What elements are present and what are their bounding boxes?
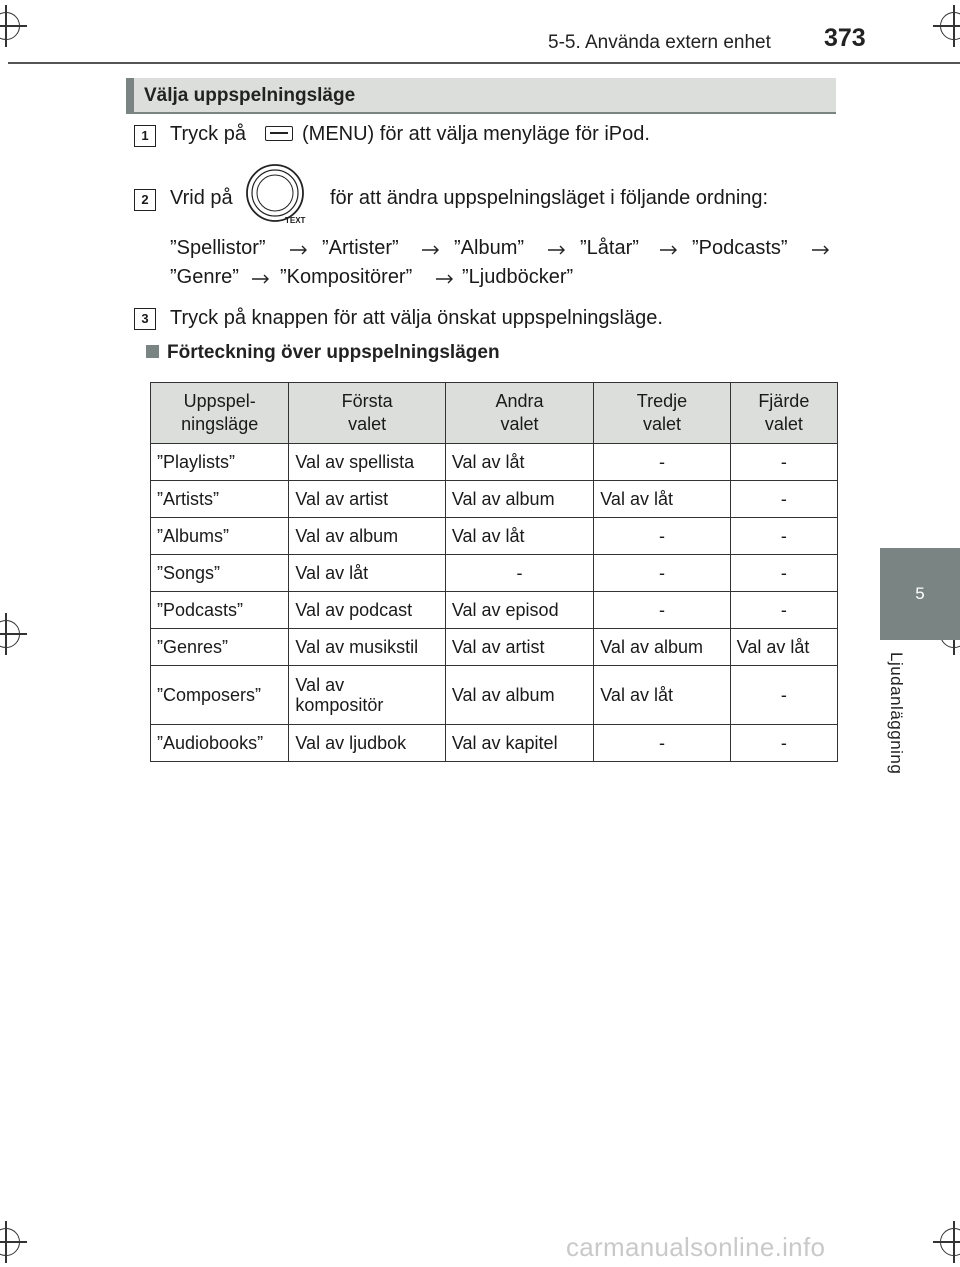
step-3-text: Tryck på knappen för att välja önskat uppspelningsläge. [170,307,663,329]
arrow-right-icon [548,245,566,255]
arrow-right-icon [436,274,454,284]
sequence-item: ”Låtar” [580,237,639,259]
table-cell: Val av episod [445,592,593,629]
table-cell: ”Playlists” [151,444,289,481]
sequence-item: ”Ljudböcker” [462,266,574,288]
table-row [151,444,838,481]
sequence-item: ”Podcasts” [692,237,788,259]
section-header-bar [126,78,134,112]
table-cell: Val av artist [289,481,445,518]
arrow-right-icon [812,245,830,255]
table-header-cell: Fjärde valet [730,383,837,444]
arrow-right-icon [252,274,270,284]
table-row [151,518,838,555]
sequence-item: ”Album” [454,237,525,259]
crop-mark-icon [0,1228,20,1256]
crop-mark-icon [940,1228,960,1256]
table-header-cell: Tredje valet [594,383,730,444]
playback-mode-table [150,382,838,762]
sequence-item: ”Kompositörer” [280,266,413,288]
table-cell: Val av låt [445,518,593,555]
table-header-cell: Andra valet [445,383,593,444]
table-cell: - [594,725,730,762]
table-cell: ”Audiobooks” [151,725,289,762]
subsection-title-text: Förteckning över uppspelningslägen [167,342,500,363]
table-cell: - [730,518,837,555]
step-2-text-before: Vrid på [170,187,233,209]
table-cell: Val av album [594,629,730,666]
table-cell: ”Genres” [151,629,289,666]
section-rule [126,112,836,114]
arrow-right-icon [290,245,308,255]
step-2-text-after: för att ändra uppspelningsläget i följande ordning: [330,187,769,209]
sequence-item: ”Artister” [322,237,399,259]
table-cell: - [445,555,593,592]
table-cell: - [594,444,730,481]
arrow-right-icon [422,245,440,255]
table-cell: Val av låt [445,444,593,481]
table-cell: ”Podcasts” [151,592,289,629]
table-cell: Val av album [445,666,593,725]
page-number: 373 [824,24,866,52]
section-title: Välja uppspelningsläge [144,85,356,106]
table-cell: Val av album [289,518,445,555]
table-row [151,666,838,725]
sequence-item: ”Genre” [170,266,239,288]
step-number-2: 2 [134,189,156,211]
header-rule [8,62,960,64]
watermark: carmanualsonline.info [566,1232,826,1262]
table-cell: Val av album [445,481,593,518]
crop-mark-icon [940,12,960,40]
table-cell: - [730,725,837,762]
crop-mark-icon [0,620,20,648]
step-1-text-after: (MENU) för att välja menyläge för iPod. [302,123,650,145]
table-cell: - [730,481,837,518]
table-cell: Val av ljudbok [289,725,445,762]
arrow-right-icon [660,245,678,255]
crop-mark-icon [0,12,20,40]
table-cell: - [594,555,730,592]
table-cell: - [594,592,730,629]
table-cell: ”Albums” [151,518,289,555]
chapter-label: Ljudanläggning [887,652,906,775]
table-cell: - [730,444,837,481]
table-cell: Val av podcast [289,592,445,629]
table-cell: - [730,666,837,725]
bullet-square-icon [146,345,159,358]
table-row [151,592,838,629]
section-header [126,78,836,112]
table-cell: Val av spellista [289,444,445,481]
subsection-title [146,342,500,364]
table-cell: ”Artists” [151,481,289,518]
table-row [151,725,838,762]
table-cell: ”Songs” [151,555,289,592]
chapter-tab [880,548,960,640]
table-cell: ”Composers” [151,666,289,725]
table-row [151,629,838,666]
table-cell: Val av kapitel [445,725,593,762]
table-header-cell: Första valet [289,383,445,444]
step-number-1: 1 [134,125,156,147]
tune-knob-icon [245,163,305,223]
table-cell: Val av kompositör [289,666,445,725]
step-number-3: 3 [134,308,156,330]
table-cell: - [594,518,730,555]
table-row [151,481,838,518]
table-cell: Val av artist [445,629,593,666]
step-1-text-before: Tryck på [170,123,246,145]
chapter-number: 5 [915,584,925,603]
table-cell: - [730,592,837,629]
sequence-item: ”Spellistor” [170,237,266,259]
table-cell: - [730,555,837,592]
table-cell: Val av låt [594,481,730,518]
table-row [151,555,838,592]
table-cell: Val av låt [289,555,445,592]
table-header-cell: Uppspel- ningsläge [151,383,289,444]
table-cell: Val av låt [594,666,730,725]
running-header-section: 5-5. Använda extern enhet [548,32,771,53]
knob-text-label: TEXT [285,216,306,225]
menu-button-icon [265,126,293,141]
table-cell: Val av låt [730,629,837,666]
table-header-row [151,383,838,444]
table-cell: Val av musikstil [289,629,445,666]
